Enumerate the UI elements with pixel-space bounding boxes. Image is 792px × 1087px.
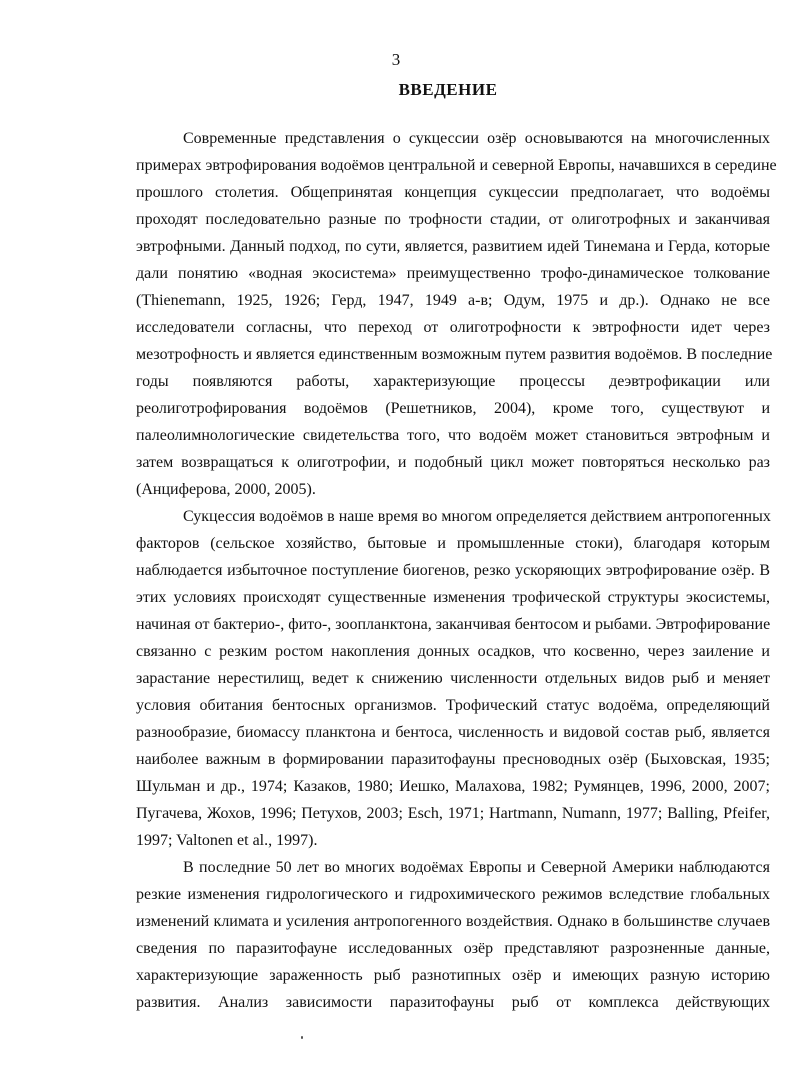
text-line: Шульман и др., 1974; Казаков, 1980; Иешко, Малахова, 1982; Румянцев, 1996, 2000, 2007;: [136, 778, 770, 795]
text-line: затем возвращаться к олиготрофии, и подобный цикл может повторяться несколько раз: [136, 454, 770, 471]
text-line: мезотрофность и является единственным возможным путем развития водоёмов. В последние: [136, 346, 773, 363]
text-line: этих условиях происходят существенные изменения трофической структуры экосистемы,: [136, 589, 770, 606]
paragraph: [136, 125, 777, 503]
text-line: наиболее важным в формировании паразитофауны пресноводных озёр (Быховская, 1935;: [136, 751, 770, 768]
text-line: проходят последовательно разные по трофности стадии, от олиготрофных и заканчивая: [136, 211, 770, 228]
text-line: исследователи согласны, что переход от олиготрофности к эвтрофности идет через: [136, 319, 770, 336]
text-line: развития. Анализ зависимости паразитофауны рыб от комплекса действующих: [136, 994, 770, 1011]
text-line: 1997; Valtonen et al., 1997).: [136, 832, 318, 849]
page-number: 3: [391, 50, 401, 69]
text-line: Пугачева, Жохов, 1996; Петухов, 2003; Esch, 1971; Hartmann, Numann, 1977; Balling, Pfeifer,: [136, 805, 770, 822]
text-line: сведения по паразитофауне исследованных озёр представляют разрозненные данные,: [136, 940, 770, 957]
text-line: эвтрофными. Данный подход, по сути, является, развитием идей Тинемана и Герда, которые: [136, 238, 770, 255]
body-text: [136, 125, 777, 1016]
paragraph: [136, 854, 770, 1016]
paragraph: [136, 503, 770, 854]
text-line: разнообразие, биомассу планктона и бентоса, численность и видовой состав рыб, является: [136, 724, 770, 741]
text-line: начиная от бактерио-, фито-, зоопланктона, заканчивая бентосом и рыбами. Эвтрофирование: [136, 616, 771, 633]
scan-speck: [301, 1036, 303, 1039]
text-line: связанно с резким ростом накопления донных осадков, что косвенно, через заиление и: [136, 643, 770, 660]
text-line: палеолимнологические свидетельства того, что водоём может становиться эвтрофным и: [136, 427, 770, 444]
text-line: резкие изменения гидрологического и гидрохимического режимов вследствие глобальных: [136, 886, 770, 903]
text-line: Современные представления о сукцессии озёр основываются на многочисленных: [183, 130, 770, 147]
text-line: наблюдается избыточное поступление биогенов, резко ускоряющих эвтрофирование озёр. В: [136, 562, 770, 579]
text-line: факторов (сельское хозяйство, бытовые и промышленные стоки), благодаря которым: [136, 535, 770, 552]
text-line: условия обитания бентосных организмов. Трофический статус водоёма, определяющий: [136, 697, 770, 714]
text-line: годы появляются работы, характеризующие процессы деэвтрофикации или: [136, 373, 770, 390]
text-line: (Анциферова, 2000, 2005).: [136, 481, 316, 498]
text-line: (Thienemann, 1925, 1926; Герд, 1947, 1949 а-в; Одум, 1975 и др.). Однако не все: [136, 292, 770, 309]
text-line: В последние 50 лет во многих водоёмах Европы и Северной Америки наблюдаются: [183, 859, 770, 876]
text-line: характеризующие зараженность рыб разнотипных озёр и имеющих разную историю: [136, 967, 770, 984]
text-line: изменений климата и усиления антропогенного воздействия. Однако в большинстве случаев: [136, 913, 770, 930]
text-line: реолиготрофирования водоёмов (Решетников, 2004), кроме того, существуют и: [136, 400, 770, 417]
text-line: зарастание нерестилищ, ведет к снижению численности отдельных видов рыб и меняет: [136, 670, 770, 687]
text-line: прошлого столетия. Общепринятая концепция сукцессии предполагает, что водоёмы: [136, 184, 770, 201]
text-line: примерах эвтрофирования водоёмов центральной и северной Европы, начавшихся в середине: [136, 157, 777, 174]
text-line: дали понятию «водная экосистема» преимущественно трофо-динамическое толкование: [136, 265, 770, 282]
page-heading: ВВЕДЕНИЕ: [398, 80, 498, 99]
text-line: Сукцессия водоёмов в наше время во многом определяется действием антропогенных: [183, 508, 771, 525]
